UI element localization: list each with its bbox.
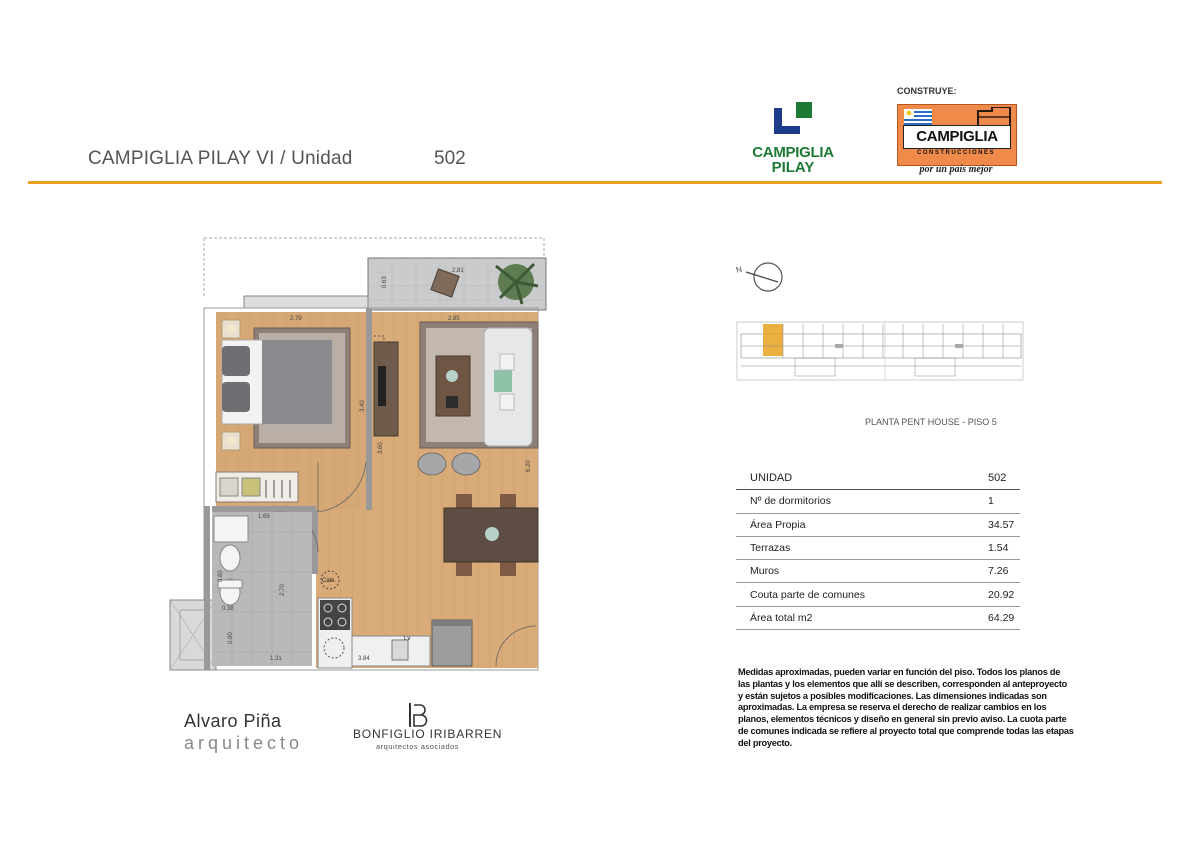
row-value: 1 — [988, 490, 1020, 513]
label-lv: Lv — [404, 636, 411, 642]
dim-liv-w: 2.85 — [448, 316, 460, 322]
unit-number: 502 — [434, 148, 466, 169]
row-value: 64.29 — [988, 606, 1020, 629]
dim-bed-h: 3.40 — [360, 400, 366, 412]
tv — [378, 366, 386, 406]
dim-131: 1.31 — [270, 656, 282, 662]
uruguay-flag-icon — [904, 109, 932, 125]
header-divider — [28, 181, 1162, 184]
label-cale: Cale. — [322, 578, 337, 584]
dining-chair-1 — [456, 494, 472, 508]
unit-data-table — [736, 467, 1020, 630]
row-value: 502 — [988, 467, 1020, 490]
campiglia-logo-name: CAMPIGLIA — [903, 125, 1011, 149]
row-label: Terrazas — [736, 536, 988, 559]
cooktop — [320, 600, 350, 630]
campiglia-slogan: por un país mejor — [919, 164, 993, 175]
pilay-logo-line2: PILAY — [771, 159, 815, 176]
refrigerator — [432, 620, 472, 666]
dim-total-h: 6.20 — [526, 460, 532, 472]
unit-502-highlight — [763, 324, 783, 356]
dim-bath-h: 0.80 — [218, 570, 224, 582]
armchair-right — [452, 453, 480, 475]
row-label: Área total m2 — [736, 606, 988, 629]
dim-038: 0.38 — [222, 606, 234, 612]
row-label: Couta parte de comunes — [736, 583, 988, 606]
row-label: Nº de dormitorios — [736, 490, 988, 513]
dining-chair-4 — [500, 562, 516, 576]
bidet — [220, 545, 240, 571]
row-label: Área Propia — [736, 513, 988, 536]
dim-090: 0.90 — [228, 632, 234, 644]
architect-name: Alvaro Piña — [184, 711, 282, 731]
dim-liv-h: 3.60 — [378, 442, 384, 454]
dim-bath-w: 1.69 — [258, 514, 270, 520]
dim-bath-h2: 2.70 — [280, 584, 286, 596]
bedroom-window — [244, 296, 368, 308]
table-row — [736, 583, 1020, 606]
architect-title: arquitecto — [184, 733, 304, 753]
project-title: CAMPIGLIA PILAY VI / Unidad — [88, 148, 353, 169]
campiglia-logo-sub: CONSTRUCCIONES — [916, 150, 995, 156]
table-row — [736, 560, 1020, 583]
studio-name: BONFIGLIO IRIBARREN — [353, 727, 503, 741]
dining-chair-3 — [456, 562, 472, 576]
dim-terrace-h: 0.63 — [382, 276, 388, 288]
row-value: 20.92 — [988, 583, 1020, 606]
row-value: 34.57 — [988, 513, 1020, 536]
table-row — [736, 606, 1020, 629]
table-row — [736, 536, 1020, 559]
dim-terrace-w: 2.81 — [452, 268, 464, 274]
dining-chair-2 — [500, 494, 516, 508]
kitchen-sink — [392, 640, 408, 660]
bonfiglio-iribarren-logo-icon — [408, 703, 428, 727]
row-value: 7.26 — [988, 560, 1020, 583]
north-compass-icon — [734, 258, 784, 294]
construye-label: CONSTRUYE: — [897, 86, 957, 96]
table-row — [736, 490, 1020, 513]
row-label: Muros — [736, 560, 988, 583]
dim-bed-w: 2.79 — [290, 316, 302, 322]
row-label: UNIDAD — [736, 467, 988, 490]
disclaimer-text: Medidas aproximadas, pueden variar en función del piso. Todos los planos de las plantas y los elementos que allí se describen, corresponden al anteproyecto y están sujetos a posibles modificaciones. Las dimensiones indicadas son aproximadas. La empresa se reserva el derecho de realizar cambios en los planos, elementos técnicos y diseño en general sin previo aviso. La cuota parte de comunes indicada se refiere al proyecto total que comprende todas las etapas del proyecto. — [738, 667, 1074, 748]
building-key-plan — [735, 320, 1025, 386]
key-plan-label: PLANTA PENT HOUSE - PISO 5 — [865, 417, 997, 427]
svg-text:N: N — [735, 264, 744, 275]
armchair-left — [418, 453, 446, 475]
building-icon — [976, 107, 1012, 127]
table-row — [736, 467, 1020, 490]
dim-kitchen-w: 3.84 — [358, 656, 370, 662]
pilay-logo-line1: CAMPIGLIA — [752, 144, 834, 161]
table-row — [736, 513, 1020, 536]
bathroom-sink — [214, 516, 248, 542]
row-value: 1.54 — [988, 536, 1020, 559]
floor-plan — [166, 236, 551, 672]
studio-subtitle: arquitectos asociados — [376, 742, 460, 751]
